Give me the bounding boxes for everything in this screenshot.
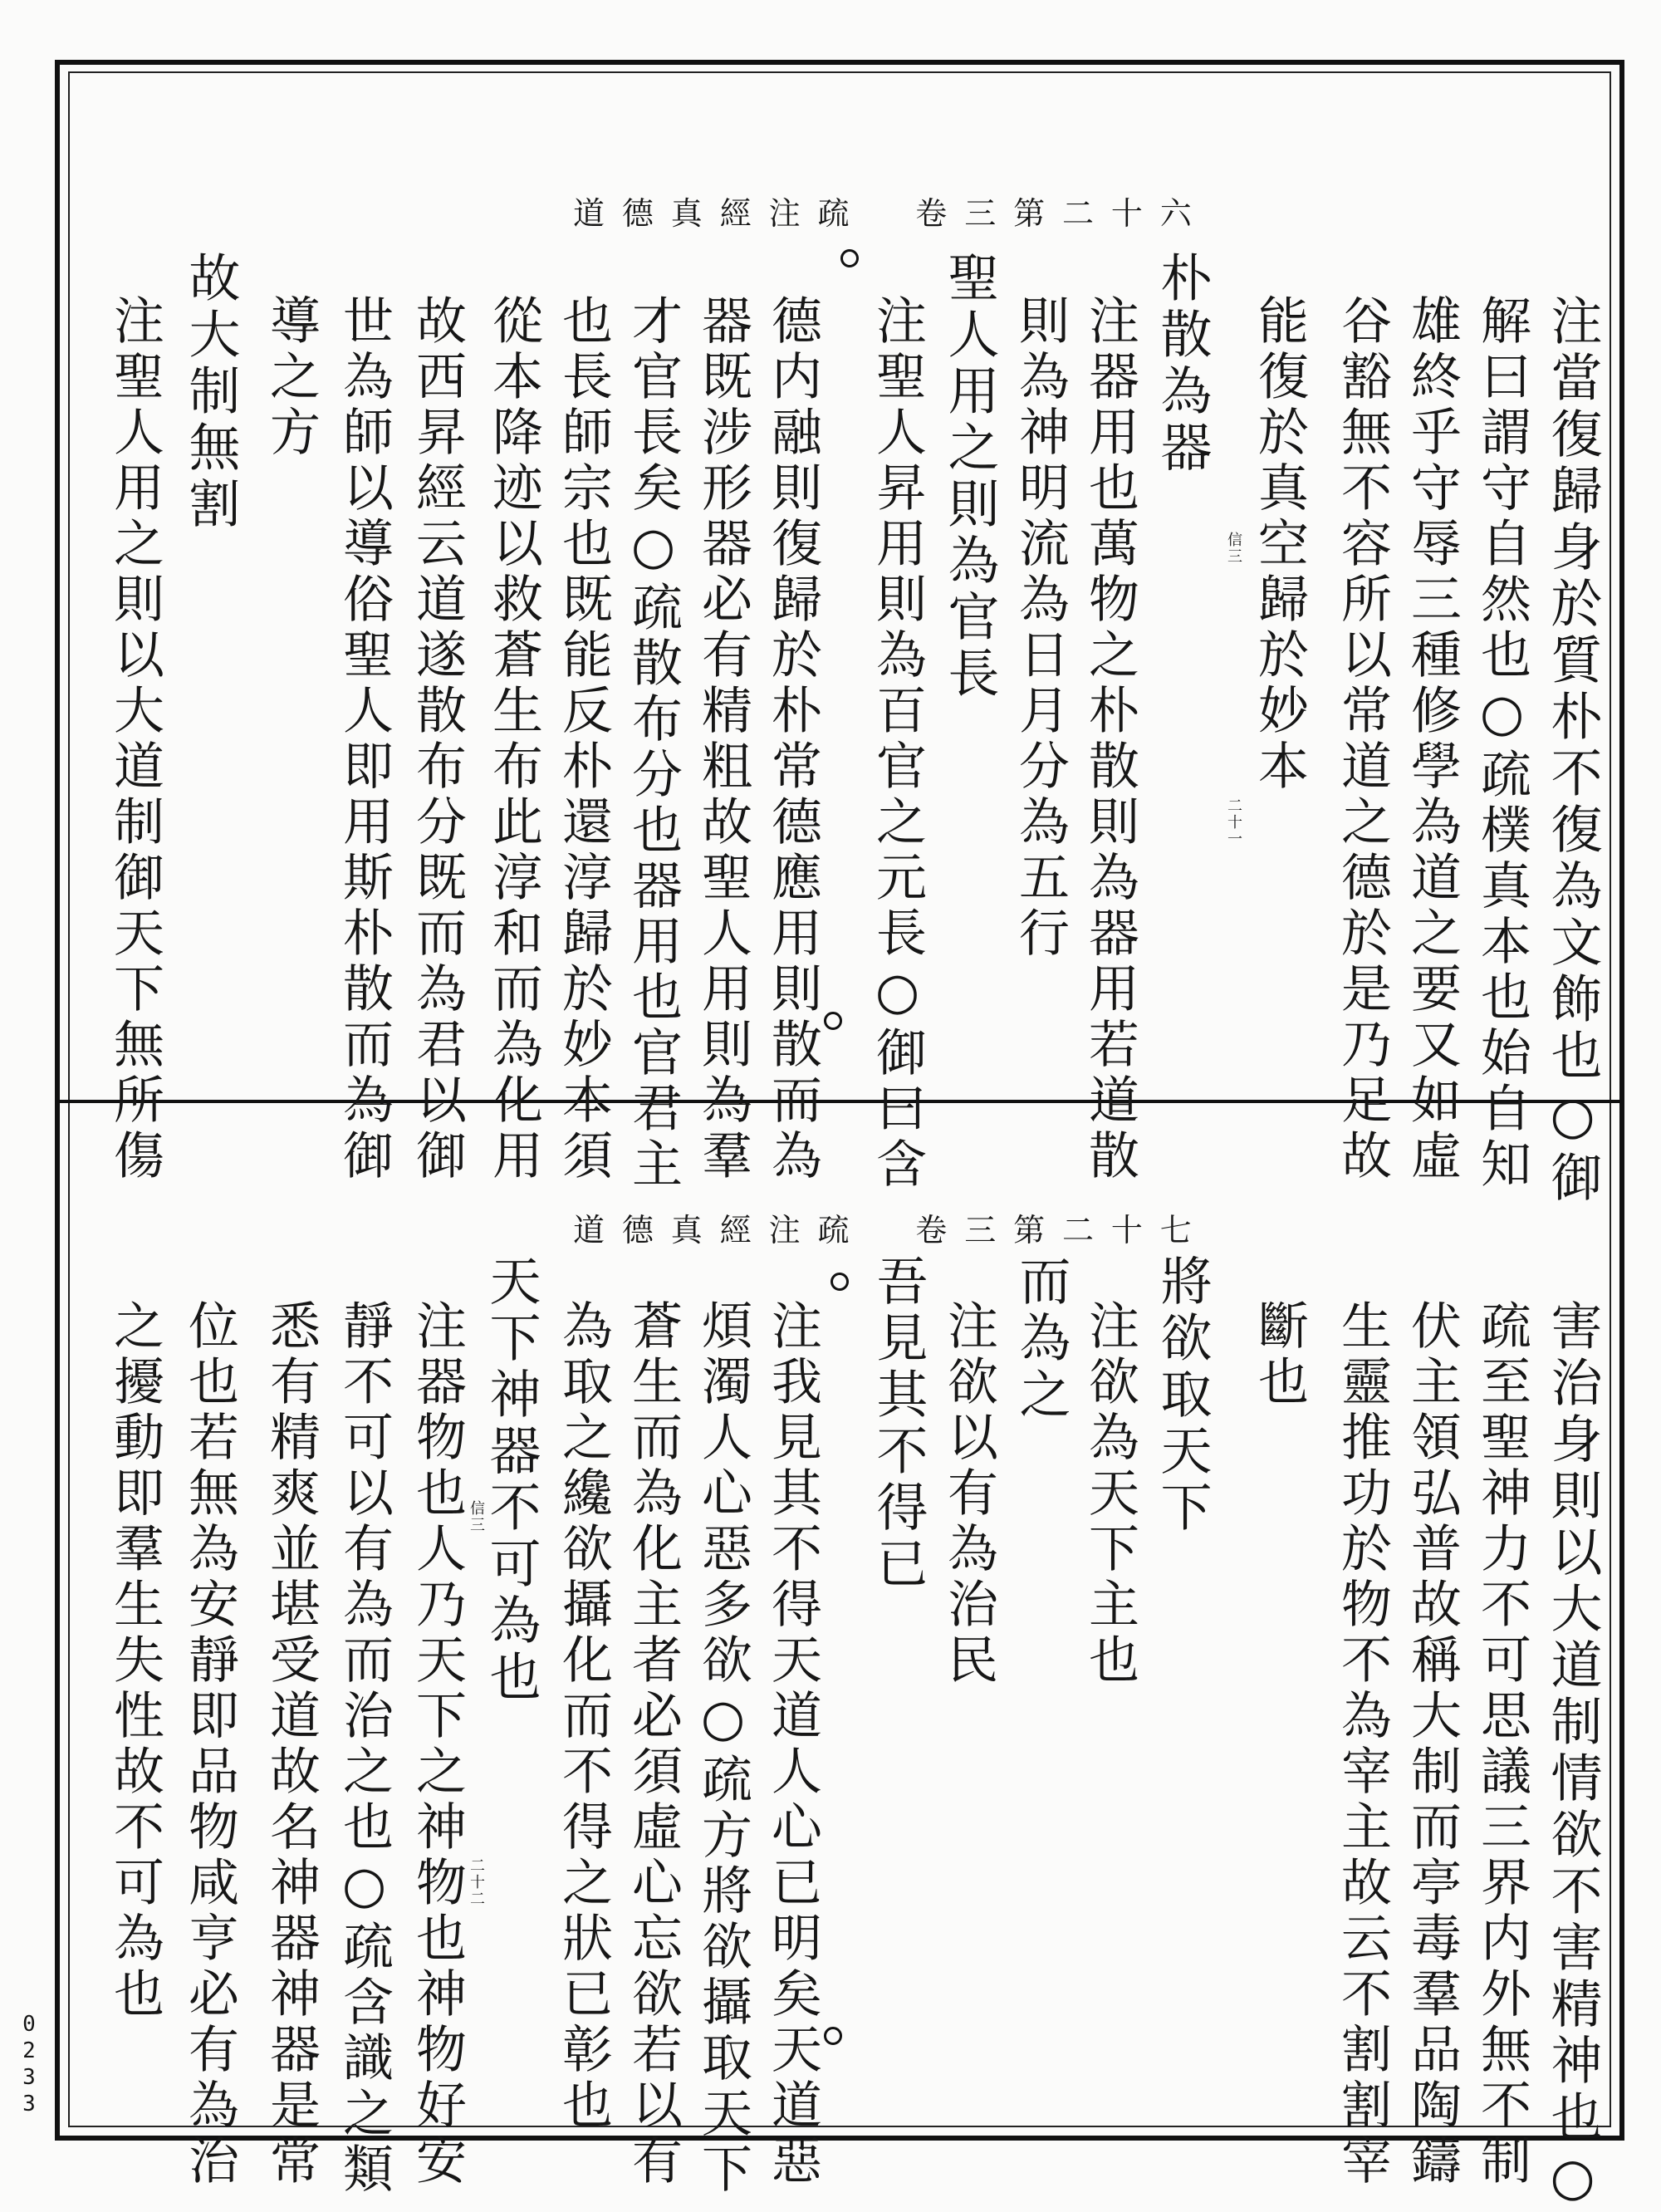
leaf-mark: 二十二 [468,1857,485,1907]
leaf-mark: 二十一 [1225,797,1242,847]
circle-mark [824,1012,842,1030]
bottom-column-11: 注我見其不得天道人心已明矣天道惡 [763,1299,822,2190]
bottom-column-4: 生靈推功於物不為宰主故云不割割宰 [1333,1299,1392,2190]
bottom-column-15: 天下神器不可為也 [481,1254,541,1706]
bottom-column-19: 位也若無為安靜即品物咸亨必有為治 [180,1299,239,2190]
bottom-column-5: 斷也 [1250,1299,1309,1410]
top-column-7: 注器用也萬物之朴散則為器用若道散 [1080,294,1139,1184]
top-column-18: 導之方 [262,294,321,461]
bottom-column-9: 注欲以有為治民 [939,1299,998,1689]
top-column-4: 谷豁無不容所以常道之德於是乃足故 [1333,294,1392,1184]
bottom-column-13: 蒼生而為化主者必須虛心忘欲若以有 [624,1299,683,2190]
top-column-9: 聖人用之則為官長 [939,251,1000,703]
top-column-13: 才官長矣○疏散布分也器用也官君主 [624,294,683,1193]
top-column-16: 故西昇經云道遂散布分既而為君以御 [408,294,467,1184]
top-column-17: 世為師以導俗聖人即用斯朴散而為御 [335,294,394,1184]
top-column-2: 解曰謂守自然也○疏樸真本也始自知 [1472,294,1531,1193]
page-number: 0233 [17,2012,42,2118]
bottom-column-10: 吾見其不得已 [868,1254,928,1593]
bottom-column-7: 注欲為天下主也 [1080,1299,1139,1689]
top-column-14: 也長師宗也既能反朴還淳歸於妙本須 [554,294,613,1184]
bottom-column-17: 靜不可以有為而治之也○疏含識之類 [335,1299,394,2198]
circle-mark [830,1273,849,1291]
top-column-11: 德内融則復歸於朴常德應用則散而為 [763,294,822,1184]
circle-mark [824,2027,842,2045]
bottom-column-14: 為取之纔欲攝化而不得之狀已彰也 [554,1299,613,2134]
bottom-column-8: 而為之 [1011,1254,1071,1424]
circle-mark [840,249,859,267]
bottom-column-18: 悉有精爽並堪受道故名神器神器是常 [262,1299,321,2190]
bottom-column-2: 疏至聖神力不可思議三界内外無不制 [1472,1299,1531,2190]
leaf-mark: 信三 [468,1500,485,1533]
top-column-12: 器既涉形器必有精粗故聖人用則為羣 [693,294,752,1184]
top-column-6: 朴散為器 [1152,251,1213,477]
bottom-running-header: 道德真經注疏 卷三第二十七 [573,1212,1209,1248]
top-column-8: 則為神明流為日月分為五行 [1011,294,1070,962]
top-running-header: 道德真經注疏 卷三第二十六 [573,195,1209,232]
top-column-5: 能復於真空歸於妙本 [1250,294,1309,795]
top-column-15: 從本降迹以救蒼生布此淳和而為化用 [484,294,543,1184]
bottom-column-6: 將欲取天下 [1152,1254,1213,1537]
bottom-column-20: 之擾動即羣生失性故不可為也 [105,1299,164,2023]
bottom-column-16: 注器物也人乃天下之神物也神物好安 [408,1299,467,2190]
top-column-1: 注當復歸身於質朴不復為文飾也○御 [1542,294,1603,1207]
leaf-mark: 信三 [1225,532,1242,565]
bottom-column-1: 害治身則以大道制情欲不害精神也○ [1542,1299,1603,2212]
top-column-10: 注聖人昇用則為百官之元長○御曰含 [868,294,927,1193]
top-column-3: 雄終乎守辱三種修學為道之要又如虛 [1403,294,1462,1184]
top-column-20: 注聖人用之則以大道制御天下無所傷 [105,294,164,1184]
bottom-column-3: 伏主領弘普故稱大制而亭毒羣品陶鑄 [1403,1299,1462,2190]
top-column-19: 故大制無割 [180,251,241,533]
bottom-column-12: 煩濁人心惡多欲○疏方將欲攝取天下 [693,1299,752,2198]
